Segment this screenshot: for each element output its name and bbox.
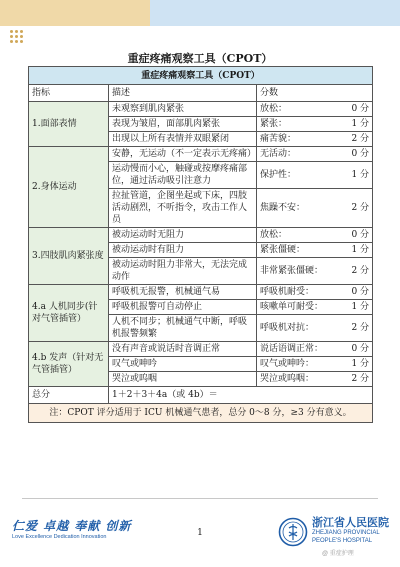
description-cell: 出现以上所有表情并双眼紧闭 [109, 132, 257, 147]
score-value: 1 分 [351, 359, 370, 369]
score-label: 放松： [260, 104, 288, 114]
score-value: 2 分 [351, 266, 370, 276]
table-row [29, 342, 373, 357]
score-label: 说话语调正常： [260, 344, 324, 354]
description-cell: 叹气或呻吟 [109, 357, 257, 372]
score-label: 呼吸机对抗： [260, 323, 315, 333]
page-title: 重症疼痛观察工具（CPOT） [127, 52, 273, 65]
total-label: 总分 [29, 387, 109, 404]
hospital-name-cn: 浙江省人民医院 [312, 516, 389, 529]
hospital-name-en-line2: PEOPLE'S HOSPITAL [312, 538, 373, 544]
indicator-cell: 3.四肢肌肉紧张度 [29, 228, 109, 285]
table-row [29, 102, 373, 117]
score-value: 2 分 [351, 203, 370, 213]
score-cell [257, 102, 373, 117]
score-label: 焦躁不安： [260, 203, 306, 213]
score-label: 放松： [260, 230, 288, 240]
header-description: 描述 [109, 85, 257, 102]
score-label: 叹气或呻吟： [260, 359, 315, 369]
score-label: 非常紧张僵硬： [260, 266, 324, 276]
score-value: 1 分 [351, 302, 370, 312]
score-cell [257, 147, 373, 162]
score-value: 1 分 [351, 245, 370, 255]
indicator-cell: 4.a 人机同步(针对气管插管） [29, 285, 109, 342]
score-value: 0 分 [351, 104, 370, 114]
score-value: 1 分 [351, 170, 370, 180]
score-label: 呼吸机耐受： [260, 287, 315, 297]
table-row [29, 147, 373, 162]
score-label: 哭泣或呜咽： [260, 374, 315, 384]
hospital-name-en-line1: ZHEJIANG PROVINCIAL [312, 530, 380, 536]
total-formula: 1＋2＋3＋4a（或 4b）＝ [109, 387, 373, 404]
score-value: 0 分 [351, 287, 370, 297]
cpot-table [28, 66, 373, 423]
description-cell: 运动慢而小心，触碰或按摩疼痛部位，通过活动吸引注意力 [109, 162, 257, 189]
description-cell: 呼吸机无报警，机械通气易 [109, 285, 257, 300]
description-cell: 被动运动时阻力非常大，无法完成动作 [109, 258, 257, 285]
score-cell [257, 342, 373, 357]
hospital-logo-icon [278, 517, 308, 547]
score-value: 0 分 [351, 230, 370, 240]
wechat-watermark: @ 重症护理 [322, 551, 354, 557]
score-cell [257, 300, 373, 315]
page-number: 1 [197, 528, 203, 538]
total-row [29, 387, 373, 404]
score-label: 咳嗽单可耐受： [260, 302, 324, 312]
score-cell [257, 117, 373, 132]
description-cell: 呼吸机报警可自动停止 [109, 300, 257, 315]
table-title: 重症疼痛观察工具（CPOT） [29, 67, 373, 85]
description-cell: 被动运动时无阻力 [109, 228, 257, 243]
note-text: 注：CPOT 评分适用于 ICU 机械通气患者，总分 0～8 分，≥3 分有意义。 [29, 404, 373, 423]
score-cell [257, 162, 373, 189]
banner-gold-segment [0, 0, 150, 26]
description-cell: 拉扯管道，企图坐起或下床，四肢活动剧烈，不听指令，攻击工作人员 [109, 189, 257, 228]
description-cell: 没有声音或说话时音调正常 [109, 342, 257, 357]
table-title-row [29, 67, 373, 85]
score-cell [257, 285, 373, 300]
score-cell [257, 189, 373, 228]
score-cell [257, 315, 373, 342]
score-value: 2 分 [351, 374, 370, 384]
score-value: 0 分 [351, 344, 370, 354]
top-banner [0, 0, 400, 26]
header-indicator: 指标 [29, 85, 109, 102]
header-score: 分数 [257, 85, 373, 102]
score-cell [257, 243, 373, 258]
score-label: 紧张： [260, 119, 288, 129]
description-cell: 被动运动时有阻力 [109, 243, 257, 258]
score-value: 1 分 [351, 119, 370, 129]
score-label: 保护性： [260, 170, 297, 180]
score-cell [257, 228, 373, 243]
indicator-cell: 2.身体运动 [29, 147, 109, 228]
score-value: 2 分 [351, 134, 370, 144]
score-cell [257, 258, 373, 285]
indicator-cell: 1.面部表情 [29, 102, 109, 147]
score-label: 紧张僵硬： [260, 245, 306, 255]
score-value: 2 分 [351, 323, 370, 333]
score-label: 痛苦貌： [260, 134, 297, 144]
score-cell [257, 357, 373, 372]
score-label: 无活动： [260, 149, 297, 159]
indicator-cell: 4.b 发声（针对无气管插管） [29, 342, 109, 387]
score-cell [257, 372, 373, 387]
description-cell: 哭泣或呜咽 [109, 372, 257, 387]
table-row [29, 228, 373, 243]
description-cell: 人机不同步；机械通气中断，呼吸机报警频繁 [109, 315, 257, 342]
description-cell: 表现为皱眉，面部肌肉紧张 [109, 117, 257, 132]
table-row [29, 285, 373, 300]
hospital-motto-en: Love Excellence Dedication Innovation [12, 534, 107, 540]
score-value: 0 分 [351, 149, 370, 159]
footer-divider [22, 498, 378, 499]
score-cell [257, 132, 373, 147]
hospital-motto: 仁爱 卓越 奉献 创新 [12, 519, 132, 533]
banner-blue-segment [150, 0, 400, 26]
description-cell: 未观察到肌肉紧张 [109, 102, 257, 117]
table-header-row [29, 85, 373, 102]
description-cell: 安静，无运动（不一定表示无疼痛） [109, 147, 257, 162]
note-row [29, 404, 373, 423]
